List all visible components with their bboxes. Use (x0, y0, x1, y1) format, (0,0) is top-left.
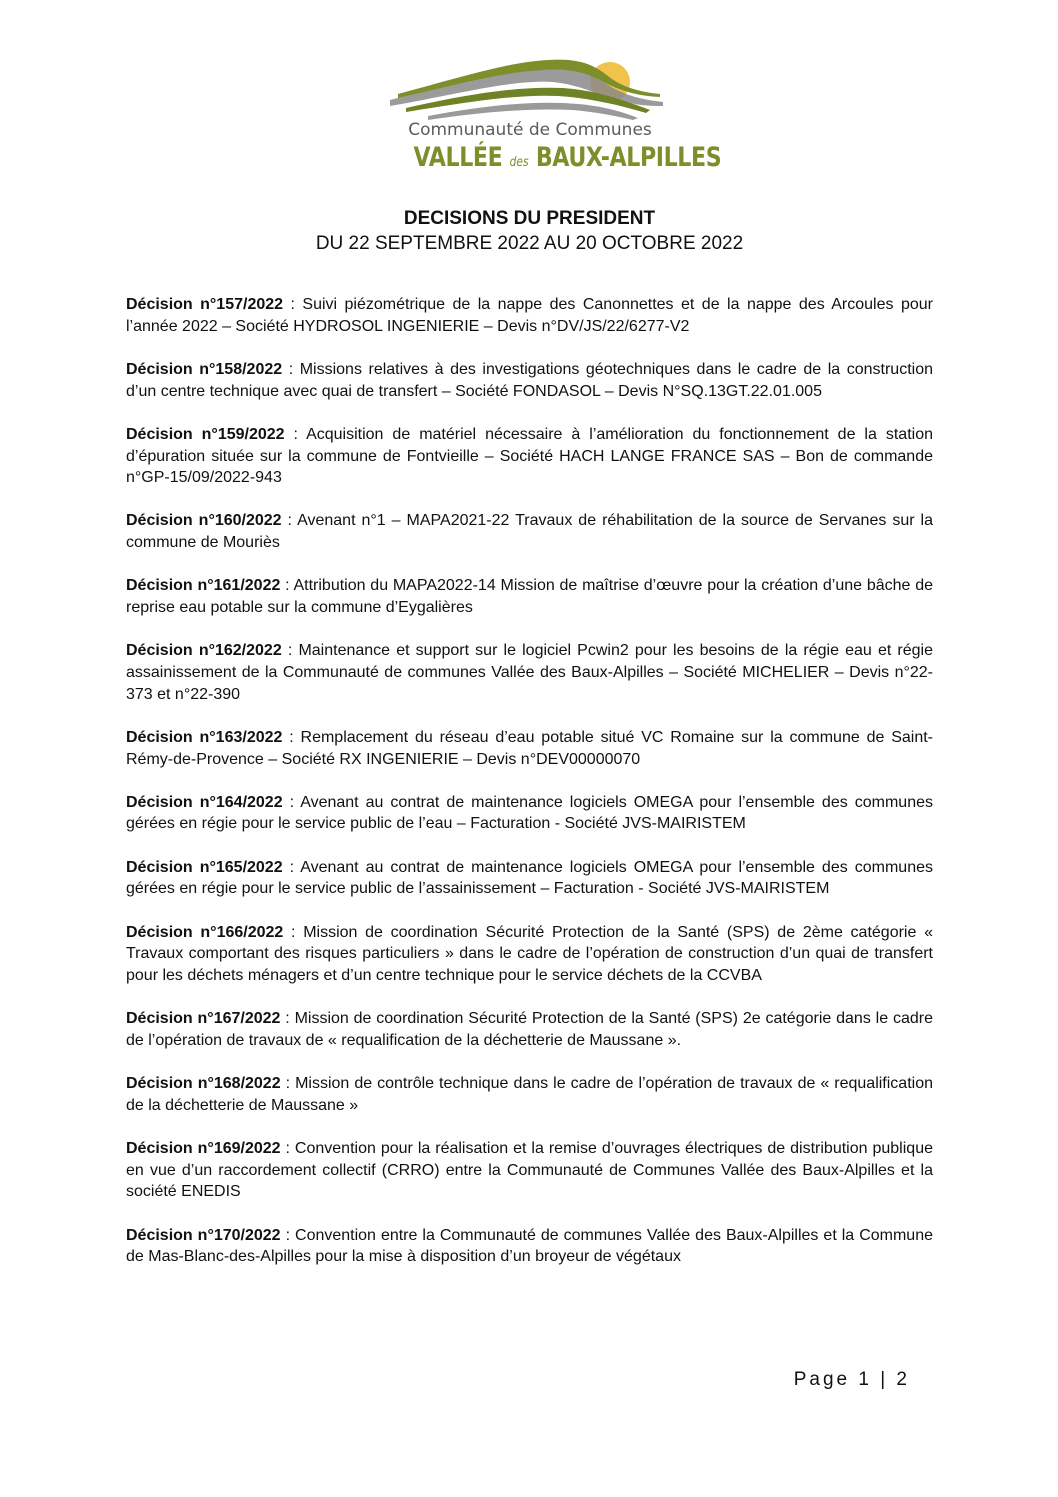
community-logo (388, 50, 722, 180)
decision-text: : Acquisition de matériel nécessaire à l’amélioration du fonctionnement de la station d’épuration située sur la commune de Fontvieille – Société HACH LANGE FRANCE SAS – Bon de commande n°GP-15/09/2022-943 (126, 425, 933, 487)
decision-label: Décision n°159/2022 (126, 425, 285, 443)
decision-item (126, 575, 933, 618)
logo-line-1: Communauté de Communes (408, 120, 652, 140)
decision-text: : Convention pour la réalisation et la remise d’ouvrages électriques de distribution publique en vue d’un raccordement collectif (CRRO) entre la Communauté de Communes Vallée des Baux-Alpilles et la société ENEDIS (126, 1139, 933, 1201)
logo-line-2 (413, 142, 722, 173)
decision-item (126, 359, 933, 402)
decision-text: : Convention entre la Communauté de communes Vallée des Baux-Alpilles et la Commune de Mas-Blanc-des-Alpilles pour la mise à disposition d’un broyeur de végétaux (126, 1226, 933, 1266)
hills-sun-icon (388, 50, 672, 122)
decision-item (126, 294, 933, 337)
decision-text: : Mission de coordination Sécurité Protection de la Santé (SPS) 2e catégorie dans le cadre de l’opération de travaux de « requalification de la déchetterie de Maussane ». (126, 1010, 933, 1049)
decision-item (126, 640, 933, 705)
logo-baux-alpilles-text: BAUX-ALPILLES (535, 142, 722, 173)
decision-text: : Missions relatives à des investigations géotechniques dans le cadre de la construction d’un centre technique avec quai de transfert – Société FONDASOL – Devis N°SQ.13GT.22.01.005 (126, 360, 933, 400)
decision-label: Décision n°166/2022 (126, 923, 284, 941)
decision-text: : Avenant au contrat de maintenance logiciels OMEGA pour l’ensemble des communes gérées en régie pour le service public de l’assainissement – Facturation - Société JVS-MAIRISTEM (126, 858, 933, 898)
decision-text: : Suivi piézométrique de la nappe des Canonnettes et de la nappe des Arcoules pour l’année 2022 – Société HYDROSOL INGENIERIE – Devis n°DV/JS/22/6277-V2 (126, 296, 933, 335)
decision-label: Décision n°167/2022 (126, 1010, 281, 1028)
decision-item (126, 727, 933, 770)
decision-label: Décision n°164/2022 (126, 793, 283, 811)
decision-label: Décision n°170/2022 (126, 1226, 281, 1244)
logo-des-text: des (509, 155, 529, 170)
hill-grey-front (428, 103, 638, 120)
decisions-list (126, 294, 933, 1290)
page-title: DECISIONS DU PRESIDENT (403, 208, 656, 229)
decision-item (126, 857, 933, 900)
decision-label: Décision n°165/2022 (126, 858, 283, 876)
page-number: Page 1 | 2 (793, 1369, 910, 1390)
decision-item (126, 1225, 933, 1268)
decision-text: : Maintenance et support sur le logiciel Pcwin2 pour les besoins de la régie eau et régie assainissement de la Communauté de communes Vallée des Baux-Alpilles – Société MICHELIER – Devis n°22-373 et n°22-390 (126, 642, 933, 703)
decision-item (126, 792, 933, 835)
decision-label: Décision n°161/2022 (126, 577, 281, 595)
page-subtitle: DU 22 SEPTEMBRE 2022 AU 20 OCTOBRE 2022 (315, 233, 744, 254)
decision-label: Décision n°163/2022 (126, 728, 283, 746)
decision-text: : Mission de contrôle technique dans le cadre de l’opération de travaux de « requalification de la déchetterie de Maussane » (126, 1075, 933, 1114)
decision-item (126, 1138, 933, 1203)
decision-label: Décision n°160/2022 (126, 512, 282, 530)
decision-label: Décision n°157/2022 (126, 296, 284, 313)
decision-label: Décision n°158/2022 (126, 360, 283, 378)
decision-item (126, 922, 933, 987)
decision-text: : Remplacement du réseau d’eau potable situé VC Romaine sur la commune de Saint-Rémy-de-Provence – Société RX INGENIERIE – Devis n°DEV00000070 (126, 728, 933, 768)
decision-label: Décision n°169/2022 (126, 1139, 281, 1157)
decision-text: : Avenant n°1 – MAPA2021-22 Travaux de réhabilitation de la source de Servanes sur la commune de Mouriès (126, 512, 933, 552)
decision-item (126, 424, 933, 489)
decision-text: : Mission de coordination Sécurité Protection de la Santé (SPS) de 2ème catégorie « Travaux comportant des risques particuliers » dans le cadre de l’opération de construction d’un quai de transfert pour les déchets ménagers et d’un centre technique pour le service déchets de la CCVBA (126, 923, 933, 984)
decision-item (126, 1008, 933, 1051)
decision-item (126, 1073, 933, 1116)
logo-valley-text: VALLÉE (413, 142, 503, 173)
decision-label: Décision n°168/2022 (126, 1075, 281, 1093)
decision-text: : Avenant au contrat de maintenance logiciels OMEGA pour l’ensemble des communes gérées en régie pour le service public de l’eau – Facturation - Société JVS-MAIRISTEM (126, 793, 933, 833)
decision-label: Décision n°162/2022 (126, 642, 282, 660)
decision-item (126, 510, 933, 553)
decision-text: : Attribution du MAPA2022-14 Mission de maîtrise d’œuvre pour la création d’une bâche de reprise eau potable sur la commune d’Eygalières (126, 577, 933, 617)
